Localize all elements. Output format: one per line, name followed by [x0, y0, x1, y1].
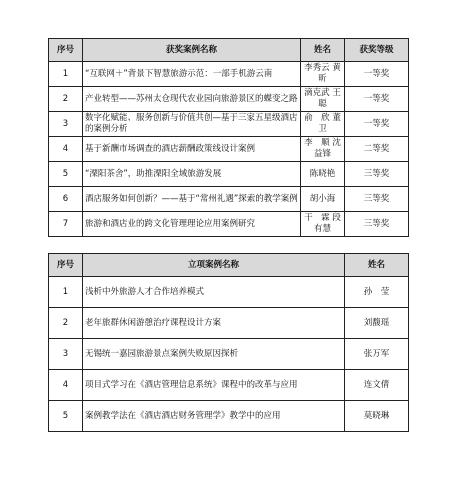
cell-name: 张万军 [345, 339, 409, 370]
cell-title: 酒店服务如何创新？——基于“常州礼遇”探索的教学案例 [83, 187, 301, 212]
cell-title: 项目式学习在《酒店管理信息系统》课程中的改革与应用 [83, 370, 345, 401]
cell-level: 三等奖 [345, 187, 409, 212]
cell-level: 二等奖 [345, 137, 409, 162]
cell-no: 1 [49, 277, 83, 308]
cell-title: 案例教学法在《酒店酒店财务管理学》教学中的应用 [83, 401, 345, 432]
cell-name: 孙 莹 [345, 277, 409, 308]
cell-name: 李秀云 黄 昕 [301, 62, 345, 87]
cell-name: 连文倩 [345, 370, 409, 401]
project-table-header [49, 254, 409, 277]
award-table-header [49, 39, 409, 62]
table-row [49, 187, 409, 212]
cell-title: 无锡统一嘉园旅游景点案例失败原因探析 [83, 339, 345, 370]
table-row [49, 277, 409, 308]
cell-no: 1 [49, 62, 83, 87]
cell-title: 基于新酬市场调查的酒店薪酬政策线设计案例 [83, 137, 301, 162]
cell-no: 3 [49, 339, 83, 370]
cell-level: 一等奖 [345, 62, 409, 87]
header-level: 获奖等级 [345, 39, 409, 62]
cell-name: 李 顺 沈益锋 [301, 137, 345, 162]
cell-name: 滴克武 王 聪 [301, 87, 345, 112]
cell-title: “互联网＋”背景下智慧旅游示范：一部手机游云南 [83, 62, 301, 87]
cell-no: 3 [49, 112, 83, 137]
cell-name: 俞 欣 董 卫 [301, 112, 345, 137]
cell-name: 胡小海 [301, 187, 345, 212]
cell-name: 陈晓艳 [301, 162, 345, 187]
table-row [49, 370, 409, 401]
table-row [49, 162, 409, 187]
cell-no: 5 [49, 401, 83, 432]
table-row [49, 401, 409, 432]
table-row [49, 62, 409, 87]
cell-name: 干 霖 段有慧 [301, 212, 345, 237]
cell-title: 旅游和酒店业的跨文化管理理论应用案例研究 [83, 212, 301, 237]
cell-title: 数字化赋能、服务创新与价值共创—基于三家五星级酒店的案例分析 [83, 112, 301, 137]
cell-no: 4 [49, 370, 83, 401]
cell-name: 刘馥瑶 [345, 308, 409, 339]
cell-no: 4 [49, 137, 83, 162]
table-row [49, 339, 409, 370]
table-row [49, 137, 409, 162]
cell-title: 浅析中外旅游人才合作培养模式 [83, 277, 345, 308]
table-row [49, 112, 409, 137]
cell-no: 7 [49, 212, 83, 237]
award-table [48, 38, 409, 237]
header-case-name: 获奖案例名称 [83, 39, 301, 62]
cell-no: 5 [49, 162, 83, 187]
table-row [49, 308, 409, 339]
cell-title: 产业转型——苏州太仓现代农业园向旅游景区的蝶变之路 [83, 87, 301, 112]
header-name: 姓名 [345, 254, 409, 277]
table-row [49, 87, 409, 112]
cell-title: “溧阳茶舍”，助推溧阳全域旅游发展 [83, 162, 301, 187]
cell-level: 一等奖 [345, 87, 409, 112]
cell-level: 三等奖 [345, 162, 409, 187]
cell-level: 一等奖 [345, 112, 409, 137]
header-name: 姓名 [301, 39, 345, 62]
header-case-name: 立项案例名称 [83, 254, 345, 277]
cell-level: 三等奖 [345, 212, 409, 237]
project-table [48, 253, 409, 432]
table-row [49, 212, 409, 237]
header-no: 序号 [49, 39, 83, 62]
header-no: 序号 [49, 254, 83, 277]
cell-no: 2 [49, 87, 83, 112]
cell-no: 2 [49, 308, 83, 339]
cell-title: 老年旅群休闲游憩治疗课程设计方案 [83, 308, 345, 339]
cell-name: 莫晓琳 [345, 401, 409, 432]
cell-no: 6 [49, 187, 83, 212]
